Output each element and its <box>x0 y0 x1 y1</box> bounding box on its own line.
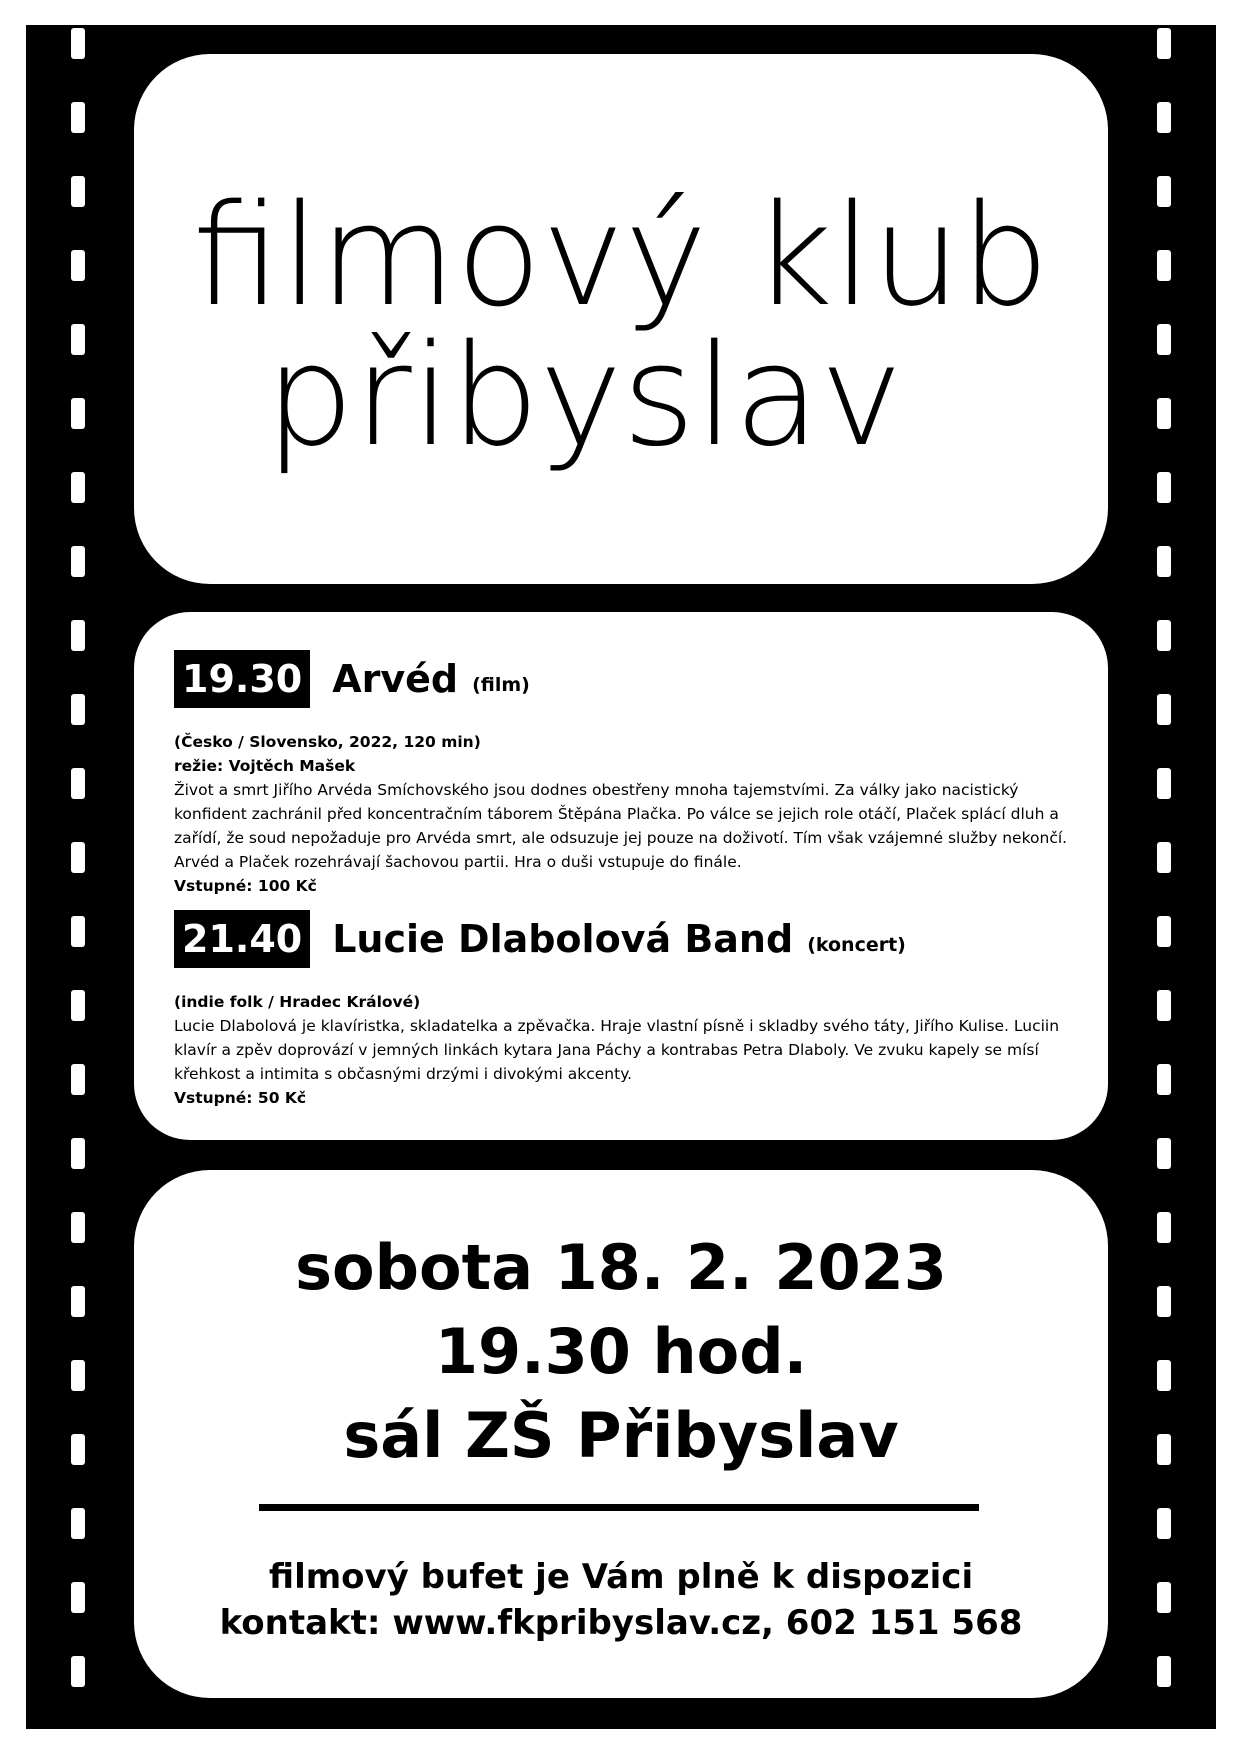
film-perforation <box>71 176 85 207</box>
program-meta: (Česko / Slovensko, 2022, 120 min) <box>174 733 481 751</box>
program-description: Život a smrt Jiřího Arvéda Smíchovského jsou dodnes obestřeny mnoha tajemstvími. Za války jako nacistický konfident zachránil před koncentračním táborem Štěpána Plačka. Po válce se jejich role otáčí, Plaček splácí dluh a zařídí, že soud nepožaduje pro Arvéda smrt, ale odsuzuje jej pouze na doživotí. Tím však vzájemné služby nekončí. Arvéd a Plaček rozehrávají šachovou partii. Hra o duši vstupuje do finále. <box>174 781 1068 871</box>
program-info <box>174 990 1072 1110</box>
film-perforation <box>71 1360 85 1391</box>
logo-line-1: filmový klub <box>192 184 1050 338</box>
program-item <box>174 650 1072 898</box>
event-details <box>134 1226 1108 1478</box>
club-logo <box>134 184 1108 504</box>
event-date: sobota 18. 2. 2023 <box>295 1231 947 1304</box>
contact-info: kontakt: www.fkpribyslav.cz, 602 151 568 <box>219 1603 1023 1643</box>
program-description: Lucie Dlabolová je klavíristka, skladatelka a zpěvačka. Hraje vlastní písně i skladby svého táty, Jiřího Kulise. Luciin klavír a zpěv doprovází v jemných linkách kytara Jana Páchy a kontrabas Petra Dlaboly. Ve zvuku kapely se mísí křehkost a intimita s občasnými drzými i divokými akcenty. <box>174 1017 1060 1083</box>
program-meta: (indie folk / Hradec Králové) <box>174 993 421 1011</box>
film-perforation <box>1157 842 1171 873</box>
film-perforation <box>71 398 85 429</box>
film-perforation <box>1157 694 1171 725</box>
film-perforation <box>1157 1360 1171 1391</box>
program-info <box>174 730 1072 898</box>
film-perforation <box>1157 1582 1171 1613</box>
film-perforation <box>1157 1064 1171 1095</box>
film-perforation <box>71 1582 85 1613</box>
program-title: Arvéd <box>332 657 459 701</box>
film-perforation <box>71 1286 85 1317</box>
filmstrip-background <box>26 25 1216 1729</box>
film-perforation <box>71 1212 85 1243</box>
buffet-note: filmový bufet je Vám plně k dispozici <box>268 1557 974 1597</box>
film-perforation <box>1157 620 1171 651</box>
film-perforation <box>71 546 85 577</box>
film-perforation <box>71 694 85 725</box>
program-title: Lucie Dlabolová Band <box>332 917 794 961</box>
program-type: (koncert) <box>807 934 906 956</box>
program-header <box>174 910 1072 968</box>
program-header <box>174 650 1072 708</box>
film-perforation <box>71 620 85 651</box>
program-price: Vstupné: 100 Kč <box>174 877 317 895</box>
film-perforation <box>1157 990 1171 1021</box>
film-perforation <box>71 1656 85 1687</box>
film-perforation <box>1157 1508 1171 1539</box>
film-perforation <box>71 324 85 355</box>
film-perforation <box>71 916 85 947</box>
program-type: (film) <box>472 674 530 696</box>
film-perforation <box>1157 1656 1171 1687</box>
program-item <box>174 910 1072 1110</box>
film-perforation <box>1157 1434 1171 1465</box>
film-perforation <box>71 102 85 133</box>
film-perforation <box>71 842 85 873</box>
divider <box>259 1504 979 1511</box>
film-perforation <box>71 990 85 1021</box>
program-time: 19.30 <box>174 650 310 708</box>
footer-info <box>134 1554 1108 1646</box>
film-perforation <box>1157 398 1171 429</box>
film-perforation <box>1157 768 1171 799</box>
film-perforation <box>1157 472 1171 503</box>
film-perforation <box>71 1434 85 1465</box>
film-perforation <box>1157 1138 1171 1169</box>
film-perforation <box>1157 324 1171 355</box>
program-director: režie: Vojtěch Mašek <box>174 757 356 775</box>
logo-line-2: přibyslav <box>265 315 903 478</box>
film-perforation <box>1157 546 1171 577</box>
film-perforation <box>71 472 85 503</box>
film-perforation <box>1157 176 1171 207</box>
film-perforation <box>71 1508 85 1539</box>
film-perforation <box>1157 28 1171 59</box>
event-frame <box>134 1170 1108 1698</box>
film-perforation <box>1157 250 1171 281</box>
event-time: 19.30 hod. <box>434 1315 808 1388</box>
program-time: 21.40 <box>174 910 310 968</box>
film-perforation <box>1157 102 1171 133</box>
film-perforation <box>1157 1212 1171 1243</box>
film-perforation <box>71 768 85 799</box>
film-perforation <box>71 28 85 59</box>
film-perforation <box>71 1064 85 1095</box>
film-perforation <box>71 1138 85 1169</box>
film-perforation <box>1157 1286 1171 1317</box>
film-perforation <box>1157 916 1171 947</box>
film-perforation <box>71 250 85 281</box>
program-frame <box>134 612 1108 1140</box>
program-price: Vstupné: 50 Kč <box>174 1089 307 1107</box>
logo-frame <box>134 54 1108 584</box>
event-venue: sál ZŠ Přibyslav <box>343 1399 899 1472</box>
